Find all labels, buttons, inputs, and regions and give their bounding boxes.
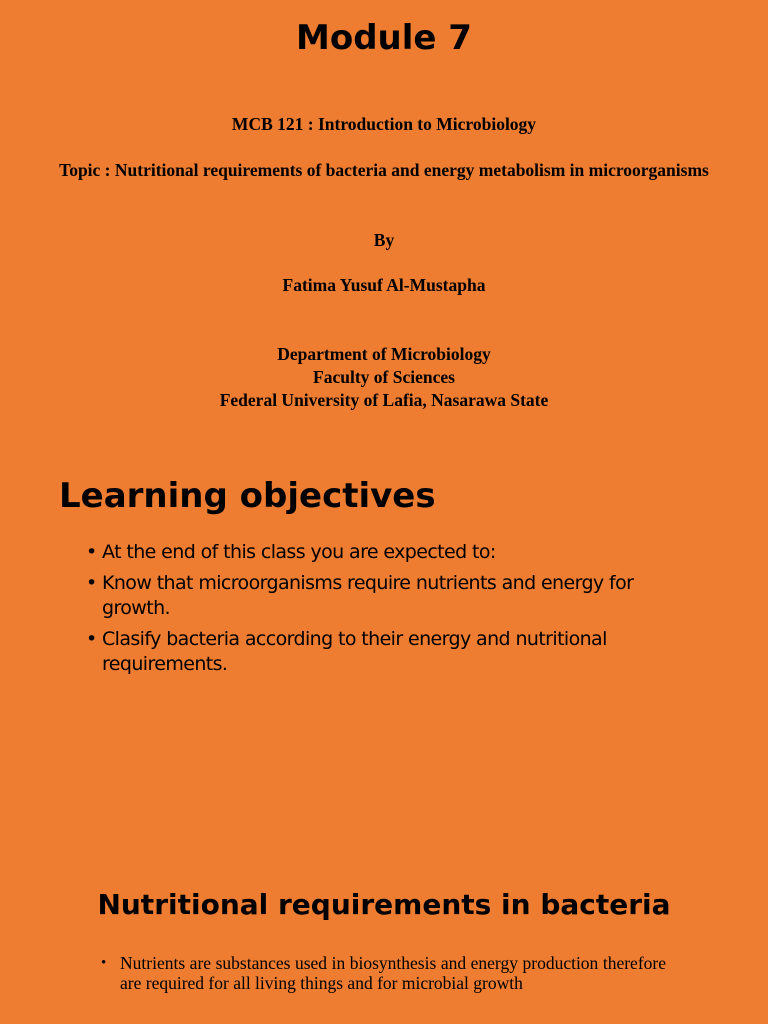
objective-text: Clasify bacteria according to their energy and nutritional requirements. xyxy=(102,628,607,675)
nutrient-text: Nutrients are substances used in biosynthesis and energy production therefore are required for all living things and for microbial growth xyxy=(120,953,666,993)
topic-line: Topic : Nutritional requirements of bacteria and energy metabolism in microorganisms xyxy=(59,160,709,180)
course-title: MCB 121 : Introduction to Microbiology xyxy=(231,114,537,134)
department: Department of Microbiology xyxy=(277,344,491,364)
learning-objectives-heading: Learning objectives xyxy=(59,476,436,516)
list-item xyxy=(86,627,686,677)
bullet-icon: • xyxy=(86,628,97,650)
objective-text: Know that microorganisms require nutrients and energy for growth. xyxy=(102,572,634,619)
nutritional-requirements-heading: Nutritional requirements in bacteria xyxy=(97,888,671,921)
bullet-icon: • xyxy=(86,572,97,594)
module-title: Module 7 xyxy=(296,18,472,58)
list-item xyxy=(86,571,686,621)
objective-text: At the end of this class you are expected to: xyxy=(102,541,496,563)
list-item xyxy=(101,953,666,993)
university: Federal University of Lafia, Nasarawa State xyxy=(219,390,549,410)
list-item xyxy=(86,540,686,565)
bullet-icon: • xyxy=(101,955,107,971)
nutrients-list xyxy=(101,953,666,993)
bullet-icon: • xyxy=(86,541,97,563)
learning-objectives-list xyxy=(86,540,686,683)
by-label: By xyxy=(373,230,395,250)
faculty: Faculty of Sciences xyxy=(313,367,455,387)
affiliation-block xyxy=(0,343,768,412)
author-name: Fatima Yusuf Al-Mustapha xyxy=(282,275,486,295)
